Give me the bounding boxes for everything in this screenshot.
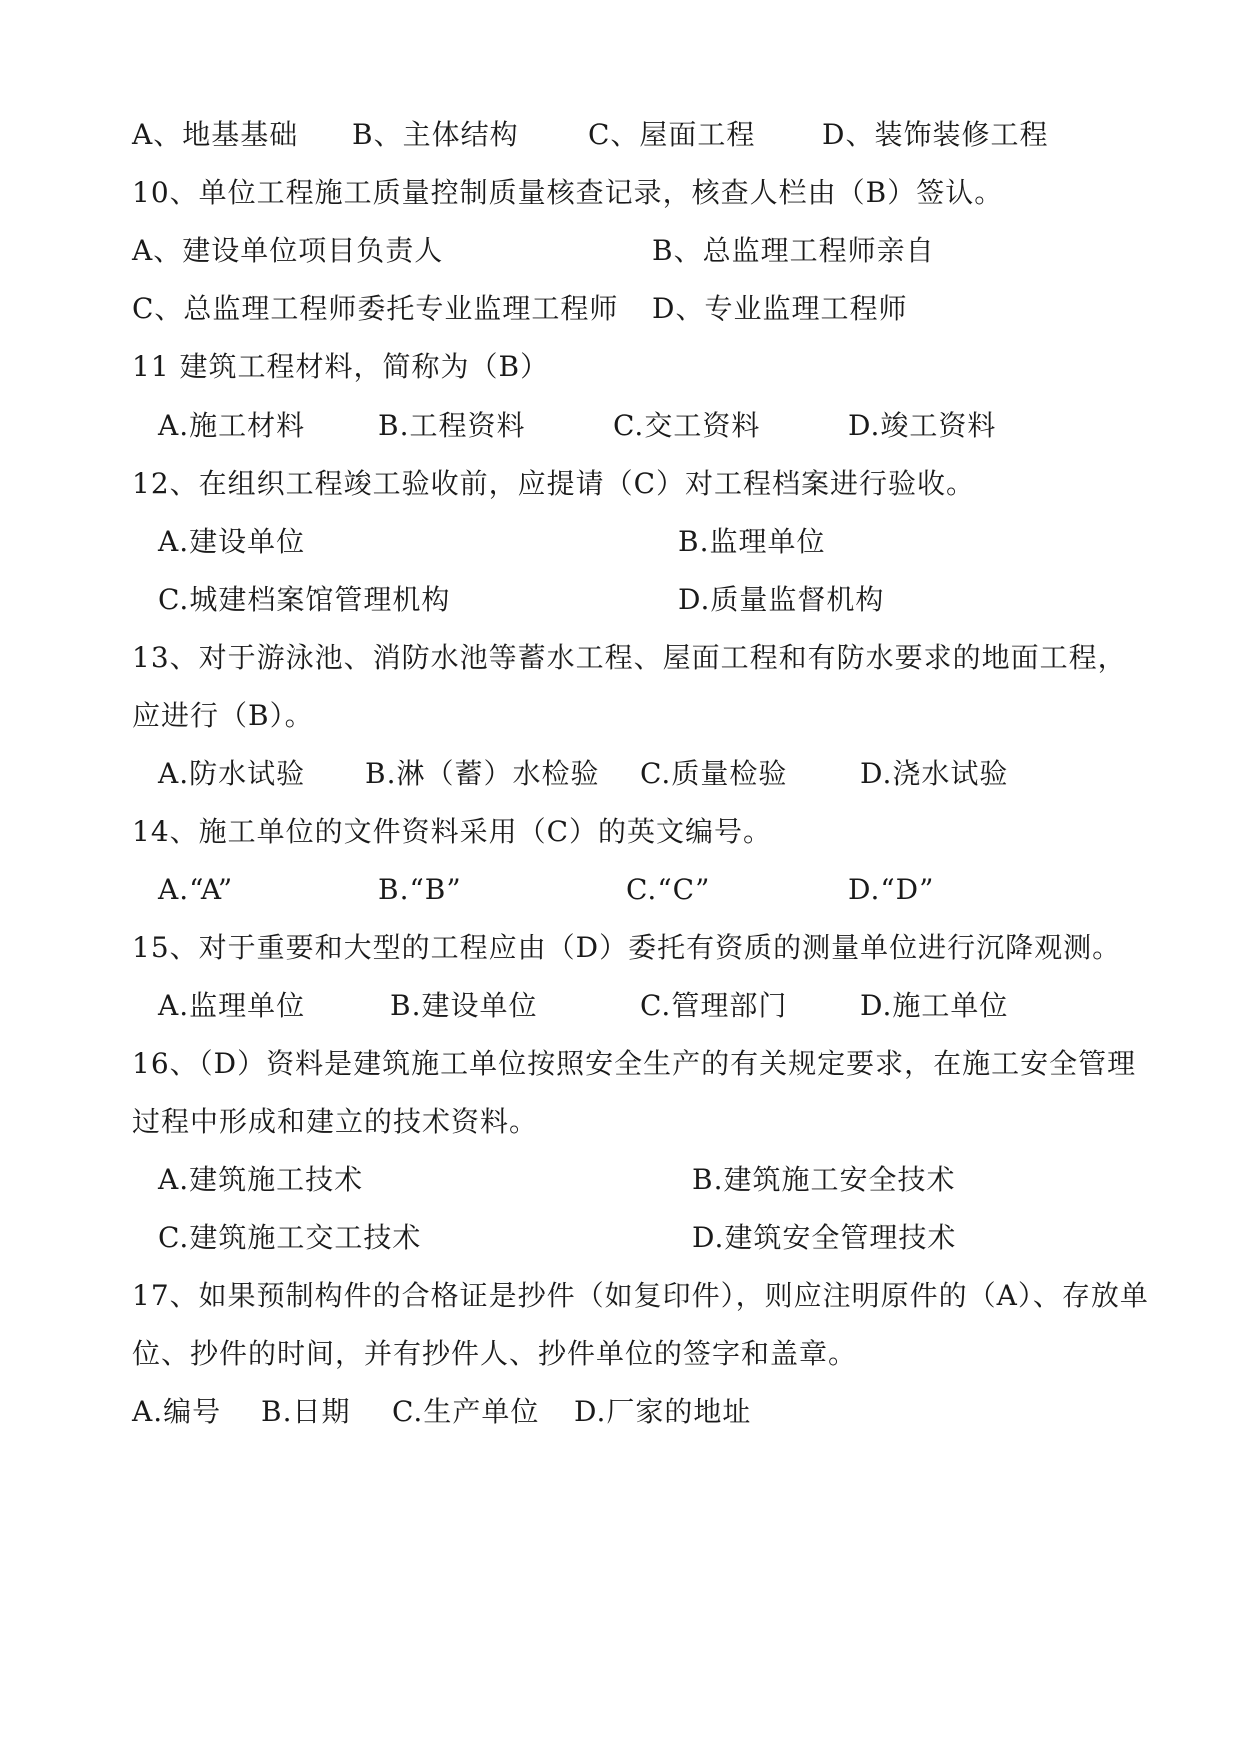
q11-option-d: D.竣工资料 [848, 409, 997, 442]
q12-option-a: A.建设单位 [158, 525, 306, 558]
q11-option-b: B.工程资料 [378, 409, 526, 442]
q17-stem-line1: 17、如果预制构件的合格证是抄件（如复印件），则应注明原件的（A）、存放单 [132, 1279, 1149, 1312]
q17-option-b: B.日期 [261, 1395, 351, 1428]
q16-stem-line1: 16、（D）资料是建筑施工单位按照安全生产的有关规定要求，在施工安全管理 [132, 1047, 1137, 1080]
q17-option-d: D.厂家的地址 [574, 1395, 752, 1428]
q13-option-d: D.浇水试验 [860, 757, 1009, 790]
q11-option-a: A.施工材料 [158, 409, 306, 442]
q9-option-b: B、主体结构 [352, 118, 519, 151]
q14-option-c: C.“C” [626, 873, 711, 906]
q12-stem: 12、在组织工程竣工验收前，应提请（C）对工程档案进行验收。 [132, 467, 976, 500]
q16-option-b: B.建筑施工安全技术 [692, 1163, 956, 1196]
q12-option-d: D.质量监督机构 [678, 583, 885, 616]
q17-stem-line2: 位、抄件的时间，并有抄件人、抄件单位的签字和盖章。 [132, 1337, 858, 1370]
q9-option-a: A、地基基础 [132, 118, 299, 151]
q9-option-d: D、装饰装修工程 [822, 118, 1049, 151]
q14-stem: 14、施工单位的文件资料采用（C）的英文编号。 [132, 815, 773, 848]
q9-option-c: C、屋面工程 [588, 118, 756, 151]
q16-stem-line2: 过程中形成和建立的技术资料。 [132, 1105, 539, 1138]
q10-option-d: D、专业监理工程师 [652, 292, 908, 325]
q15-option-c: C.管理部门 [640, 989, 788, 1022]
q15-option-b: B.建设单位 [390, 989, 538, 1022]
q14-option-d: D.“D” [848, 873, 935, 906]
q16-option-c: C.建筑施工交工技术 [158, 1221, 422, 1254]
q13-option-b: B.淋（蓄）水检验 [365, 757, 600, 790]
q15-option-d: D.施工单位 [860, 989, 1009, 1022]
q17-option-c: C.生产单位 [392, 1395, 540, 1428]
q10-option-b: B、总监理工程师亲自 [652, 234, 935, 267]
q17-option-a: A.编号 [132, 1395, 222, 1428]
q10-option-a: A、建设单位项目负责人 [132, 234, 444, 267]
q16-option-d: D.建筑安全管理技术 [692, 1221, 957, 1254]
q13-stem-line2: 应进行（B）。 [132, 699, 314, 732]
q11-option-c: C.交工资料 [613, 409, 761, 442]
q15-stem: 15、对于重要和大型的工程应由（D）委托有资质的测量单位进行沉降观测。 [132, 931, 1122, 964]
q13-option-a: A.防水试验 [158, 757, 306, 790]
q13-option-c: C.质量检验 [640, 757, 788, 790]
q15-option-a: A.监理单位 [158, 989, 306, 1022]
q12-option-b: B.监理单位 [678, 525, 826, 558]
q12-option-c: C.城建档案馆管理机构 [158, 583, 451, 616]
q13-stem-line1: 13、对于游泳池、消防水池等蓄水工程、屋面工程和有防水要求的地面工程， [132, 641, 1127, 674]
q10-option-c: C、总监理工程师委托专业监理工程师 [132, 292, 619, 325]
q11-stem: 11 建筑工程材料，简称为（B） [132, 350, 550, 383]
q10-stem: 10、单位工程施工质量控制质量核查记录，核查人栏由（B）签认。 [132, 176, 1004, 209]
q14-option-b: B.“B” [378, 873, 462, 906]
q16-option-a: A.建筑施工技术 [158, 1163, 364, 1196]
q14-option-a: A.“A” [158, 873, 234, 906]
